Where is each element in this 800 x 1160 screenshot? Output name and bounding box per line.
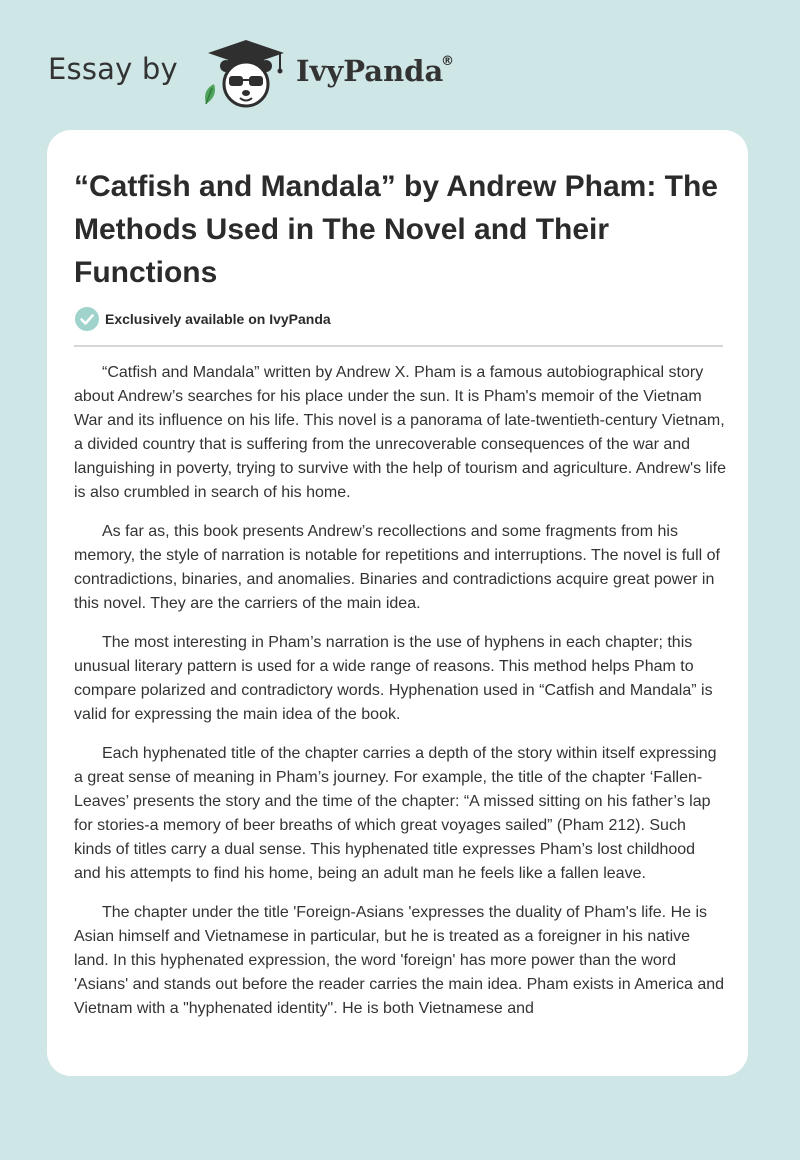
essay-title: “Catfish and Mandala” by Andrew Pham: The Methods Used in The Novel and Their Functions	[74, 170, 718, 289]
essay-paragraph: As far as, this book presents Andrew’s recollections and some fragments from his memory, the style of narration is notable for repetitions and interruptions. The novel is full of contradictions, binaries, and anomalies. Binaries and contradictions acquire great power in this novel. They are the carriers of the main idea.	[74, 523, 720, 612]
ivypanda-logo-icon[interactable]	[198, 38, 294, 112]
check-circle-icon	[75, 307, 99, 331]
ivypanda-brand-name[interactable]: IvyPanda	[296, 54, 444, 88]
essay-paragraph: “Catfish and Mandala” written by Andrew X. Pham is a famous autobiographical story about Andrew’s searches for his place under the sun. It is Pham's memoir of the Vietnam War and its influence on his life. This novel is a panorama of late-twentieth-century Vietnam, a divided country that is suffering from the unrecoverable consequences of the war and languishing in poverty, trying to survive with the help of tourism and agriculture. Andrew's life is also crumbled in search of his home.	[74, 364, 726, 501]
site-header	[0, 0, 800, 130]
essay-by-label: Essay by	[48, 52, 178, 86]
exclusive-badge-label: Exclusively available on IvyPanda	[105, 311, 331, 327]
registered-trademark: ®	[441, 54, 454, 69]
exclusive-badge	[75, 306, 331, 332]
essay-paragraph: The chapter under the title 'Foreign-Asians 'expresses the duality of Pham's life. He is Asian himself and Vietnamese in particular, but he is treated as a foreigner in his native land. In this hyphenated expression, the word 'foreign' has more power than the word 'Asians' and stands out before the reader carries the main idea. Pham exists in America and Vietnam with a "hyphenated identity". He is both Vietnamese and	[74, 904, 725, 1017]
essay-card	[47, 130, 748, 1076]
essay-paragraph: Each hyphenated title of the chapter carries a depth of the story within itself expressing a great sense of meaning in Pham’s journey. For example, the title of the chapter ‘Fallen-Leaves’ presents the story and the time of the chapter: “A missed sitting on his father’s lap for stories-a memory of beer breaths of which great voyages sailed” (Pham 212). Such kinds of titles carry a dual sense. This hyphenated title expresses Pham’s lost childhood and his attempts to find his home, being an adult man he feels like a fallen leave.	[74, 745, 717, 882]
essay-paragraph: The most interesting in Pham’s narration is the use of hyphens in each chapter; this unusual literary pattern is used for a wide range of reasons. This method helps Pham to compare polarized and contradictory words. Hyphenation used in “Catfish and Mandala” is valid for expressing the main idea of the book.	[74, 634, 713, 723]
title-divider	[74, 345, 723, 347]
essay-body	[74, 361, 726, 1036]
